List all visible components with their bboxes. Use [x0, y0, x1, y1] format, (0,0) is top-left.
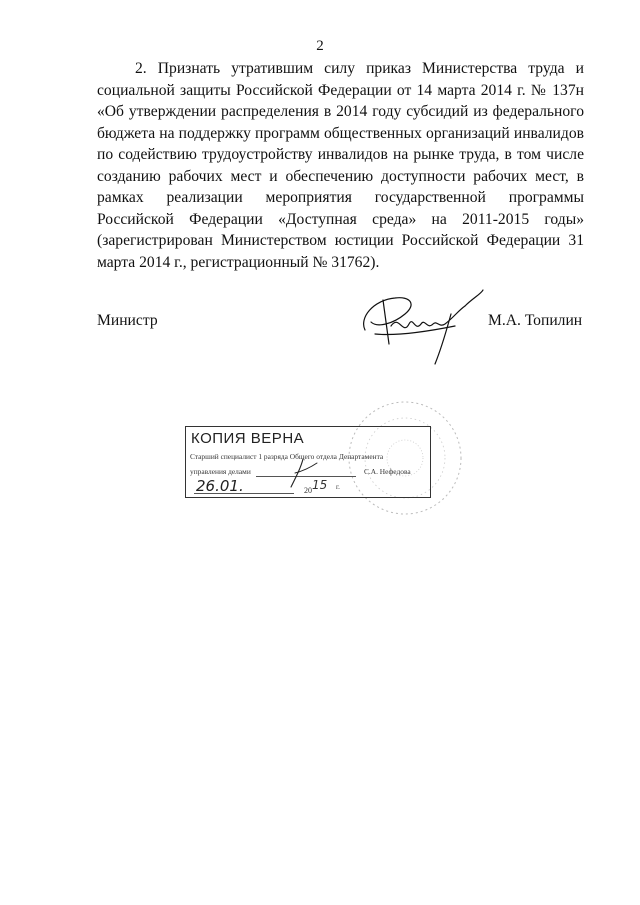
copy-stamp-date: 26.01. — [196, 477, 244, 495]
copy-stamp-year — [304, 478, 328, 496]
body-paragraph: 2. Признать утратившим силу приказ Министерства труда и социальной защиты Российской Федерации от 14 марта 2014 г. № 137н «Об утверждении распределения в 2014 году субсидий из федерального бюджета на поддержку программ общественных организаций инвалидов по содействию трудоустройству инвалидов на рынке труда, в том числе созданию рабочих мест и обеспечению доступности рабочих мест, в рамках реализации мероприятия государственной программы Российской Федерации «Доступная среда» на 2011-2015 годы» (зарегистрирован Министерством юстиции Российской Федерации 31 марта 2014 г., регистрационный № 31762). — [97, 60, 584, 271]
minister-signature — [355, 278, 485, 366]
copy-stamp-department: управления делами — [190, 467, 251, 476]
copy-stamp-year-suffix: г. — [336, 483, 340, 491]
copy-stamp-date-rule — [194, 493, 294, 494]
copy-stamp-title: КОПИЯ ВЕРНА — [191, 430, 305, 447]
minister-name: М.А. Топилин — [488, 312, 583, 329]
copy-stamp-year-prefix: 20 — [304, 486, 312, 495]
copy-stamp-position: Старший специалист 1 разряда Общего отдела Департамента — [190, 452, 384, 461]
copy-stamp — [185, 426, 431, 498]
copy-stamp-year-handwritten: 15 — [312, 478, 328, 492]
copy-stamp-signer-name: С.А. Нефедова — [364, 467, 411, 476]
page-number: 2 — [316, 38, 324, 54]
minister-label: Министр — [97, 312, 158, 329]
